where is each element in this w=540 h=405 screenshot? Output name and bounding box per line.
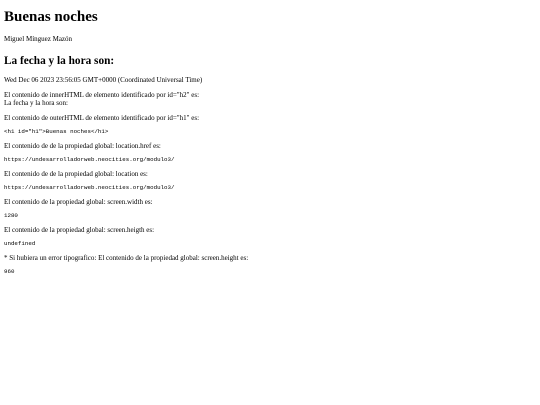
location-href-label: El contenido de de la propiedad global: location.href es:: [4, 142, 161, 150]
screen-heigth-label: El contenido de la propiedad global: screen.heigth es:: [4, 226, 155, 234]
innerhtml-value: La fecha y la hora son:: [4, 99, 68, 107]
location-href-value: https://undesarrolladorweb.neocities.org/modulo3/: [4, 156, 175, 163]
date-time-text: Wed Dec 06 2023 23:56:05 GMT+0000 (Coordinated Universal Time): [4, 76, 203, 84]
screen-width-value: 1280: [4, 212, 18, 219]
innerhtml-label: El contenido de innerHTML de elemento identificado por id="h2" es:: [4, 91, 200, 99]
date-subheading: La fecha y la hora son:: [4, 55, 115, 67]
location-value: https://undesarrolladorweb.neocities.org/modulo3/: [4, 184, 175, 191]
outerhtml-value: <h1 id="h1">Buenas noches</h1>: [4, 128, 109, 135]
screen-width-label: El contenido de la propiedad global: screen.width es:: [4, 198, 153, 206]
screen-height-label: * Si hubiera un error tipografico: El contenido de la propiedad global: screen.height es:: [4, 254, 249, 262]
screen-height-value: 960: [4, 268, 15, 275]
author-name: Miguel Mínguez Mazón: [4, 35, 73, 43]
outerhtml-label: El contenido de outerHTML de elemento identificado por id="h1" es:: [4, 114, 200, 122]
location-label: El contenido de de la propiedad global: location es:: [4, 170, 148, 178]
page-content: [4, 0, 536, 275]
screen-heigth-value: undefined: [4, 240, 36, 247]
page-heading: Buenas noches: [4, 9, 98, 25]
